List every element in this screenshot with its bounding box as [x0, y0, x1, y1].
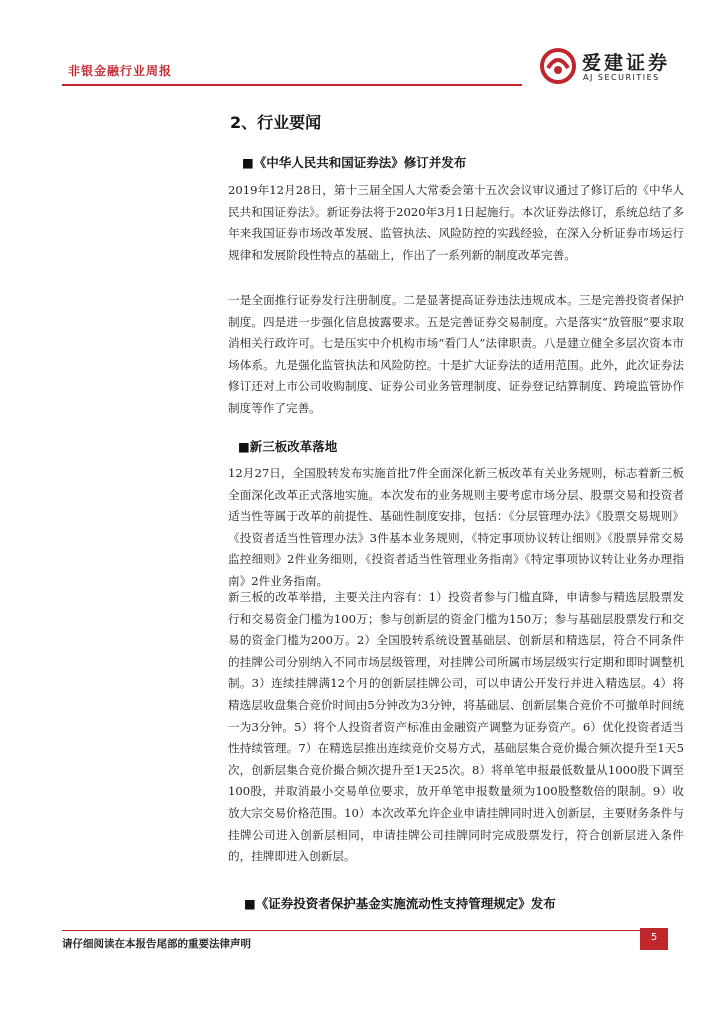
logo-chinese-name: 爱建证券	[582, 52, 671, 74]
logo-english-name: AJ SECURITIES	[583, 73, 660, 82]
news-paragraph: 一是全面推行证券发行注册制度。二是显著提高证券违法违规成本。三是完善投资者保护制度。四是进一步强化信息披露要求。五是完善证券交易制度。六是落实“放管服”要求取消相关行政许可。七是压实中介机构市场“看门人”法律职责。八是建立健全多层次资本市场体系。九是强化监管执法和风险防控。十是扩大证券法的适用范围。此外，此次证券法修订还对上市公司收购制度、证券公司业务管理制度、证券登记结算制度、跨境监管协作制度等作了完善。	[228, 293, 684, 415]
news-paragraph: 新三板的改革举措，主要关注内容有：1）投资者参与门槛直降，申请参与精选层股票发行和交易资金门槛为100万；参与创新层的资金门槛为150万；参与基础层股票发行和交易的资金门槛为200万。2）全国股转系统设置基础层、创新层和精选层，符合不同条件的挂牌公司分别纳入不同市场层级管理，对挂牌公司所属市场层级实行定期和即时调整机制。3）连续挂牌满12个月的创新层挂牌公司，可以申请公开发行并进入精选层。4）将精选层收盘集合竞价时间由5分钟改为3分钟，将基础层、创新层集合竞价不可撤单时间统一为3分钟。5）将个人投资者资产标准由金融资产调整为证券资产。6）优化投资者适当性持续管理。7）在精选层推出连续竞价交易方式，基础层集合竞价撮合频次提升至1天5次，创新层集合竞价撮合频次提升至1天25次。8）将单笔申报最低数量从1000股下调至100股，并取消最小交易单位要求，放开单笔申报数量须为100股整数倍的限制。9）收放大宗交易价格范围。10）本次改革允许企业申请挂牌同时进入创新层，主要财务条件与挂牌公司进入创新层相同，申请挂牌公司挂牌同时完成股票发行，符合创新层进入条件的，挂牌即进入创新层。	[228, 590, 684, 864]
news-paragraph: 12月27日，全国股转发布实施首批7件全面深化新三板改革有关业务规则，标志着新三板全面深化改革正式落地实施。本次发布的业务规则主要考虑市场分层、股票交易和投资者适当性等属于改革的前提性、基础性制度安排，包括：《分层管理办法》《股票交易规则》《投资者适当性管理办法》3件基本业务规则，《特定事项协议转让细则》《股票异常交易监控细则》2件业务细则，《投资者适当性管理业务指南》《特定事项协议转让业务办理指南》2件业务指南。	[228, 466, 684, 588]
news-heading-neeq-reform: ■新三板改革落地	[238, 439, 338, 454]
footer-divider	[62, 930, 662, 931]
report-title: 非银金融行业周报	[68, 64, 173, 78]
news-paragraph: 2019年12月28日，第十三届全国人大常委会第十五次会议审议通过了修订后的《中华人民共和国证券法》。新证券法将于2020年3月1日起施行。本次证券法修订，系统总结了多年来我国证券市场改革发展、监管执法、风险防控的实践经验，在深入分析证券市场运行规律和发展阶段性特点的基础上，作出了一系列新的制度改革完善。	[228, 183, 684, 262]
news-heading-investor-protection-fund: ■《证券投资者保护基金实施流动性支持管理规定》发布	[244, 896, 556, 911]
company-logo	[540, 48, 680, 86]
section-title: 2、行业要闻	[230, 113, 322, 132]
page-number: 5	[640, 928, 668, 950]
header-divider	[62, 84, 522, 86]
logo-mark-icon	[540, 48, 576, 84]
news-heading-securities-law: ■《中华人民共和国证券法》修订并发布	[242, 155, 467, 170]
legal-disclaimer: 请仔细阅读在本报告尾部的重要法律声明	[62, 938, 251, 950]
